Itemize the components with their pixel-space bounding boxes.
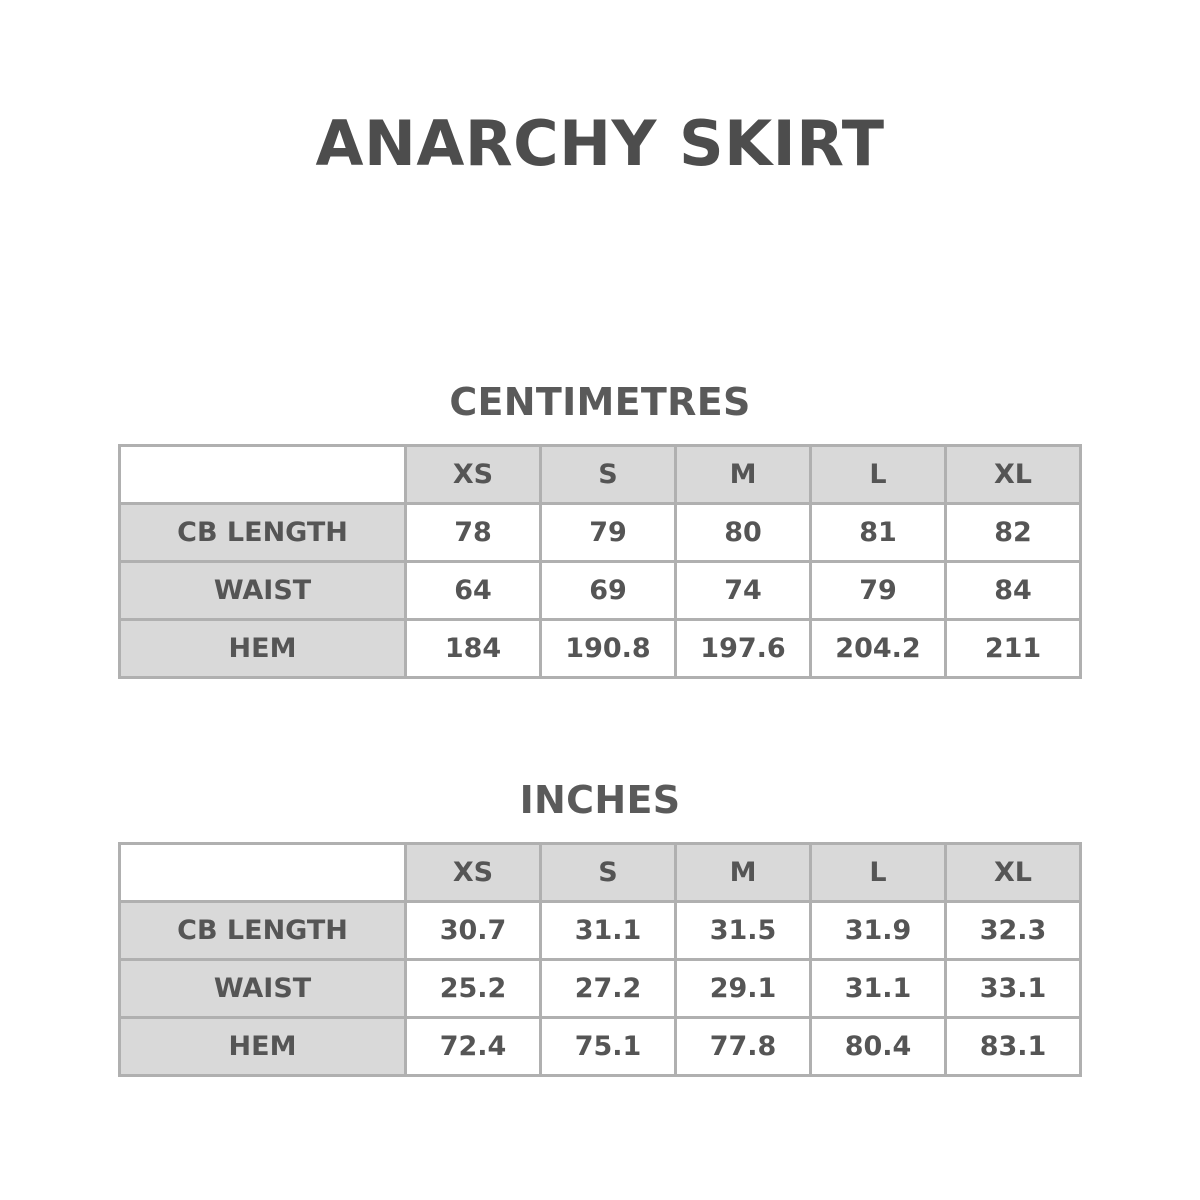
- size-header-s: S: [541, 446, 676, 504]
- table-cell: 31.9: [811, 902, 946, 960]
- table-corner-cell: [120, 844, 406, 902]
- size-header-m: M: [676, 446, 811, 504]
- inches-table: [118, 842, 1082, 1077]
- table-cell: 79: [541, 504, 676, 562]
- table-row: [120, 562, 1081, 620]
- table-cell: 72.4: [406, 1018, 541, 1076]
- table-cell: 31.5: [676, 902, 811, 960]
- row-label-waist: WAIST: [120, 960, 406, 1018]
- table-cell: 81: [811, 504, 946, 562]
- table-cell: 77.8: [676, 1018, 811, 1076]
- table-cell: 84: [946, 562, 1081, 620]
- table-cell: 29.1: [676, 960, 811, 1018]
- table-cell: 204.2: [811, 620, 946, 678]
- table-cell: 30.7: [406, 902, 541, 960]
- table-cell: 75.1: [541, 1018, 676, 1076]
- table-cell: 80: [676, 504, 811, 562]
- table-corner-cell: [120, 446, 406, 504]
- size-header-l: L: [811, 844, 946, 902]
- table-cell: 82: [946, 504, 1081, 562]
- table-cell: 69: [541, 562, 676, 620]
- table-row: [120, 960, 1081, 1018]
- table-cell: 83.1: [946, 1018, 1081, 1076]
- table-row: [120, 620, 1081, 678]
- row-label-hem: HEM: [120, 620, 406, 678]
- centimetres-heading: CENTIMETRES: [449, 380, 751, 424]
- size-header-m: M: [676, 844, 811, 902]
- table-cell: 32.3: [946, 902, 1081, 960]
- table-cell: 33.1: [946, 960, 1081, 1018]
- table-cell: 79: [811, 562, 946, 620]
- table-cell: 74: [676, 562, 811, 620]
- table-cell: 190.8: [541, 620, 676, 678]
- table-cell: 197.6: [676, 620, 811, 678]
- table-header-row: [120, 844, 1081, 902]
- size-header-xl: XL: [946, 446, 1081, 504]
- size-header-xs: XS: [406, 844, 541, 902]
- table-cell: 64: [406, 562, 541, 620]
- table-row: [120, 1018, 1081, 1076]
- table-cell: 78: [406, 504, 541, 562]
- inches-heading: INCHES: [519, 778, 681, 822]
- row-label-cb-length: CB LENGTH: [120, 902, 406, 960]
- table-cell: 184: [406, 620, 541, 678]
- table-header-row: [120, 446, 1081, 504]
- table-row: [120, 902, 1081, 960]
- centimetres-table: [118, 444, 1082, 679]
- table-cell: 27.2: [541, 960, 676, 1018]
- table-cell: 31.1: [541, 902, 676, 960]
- table-cell: 80.4: [811, 1018, 946, 1076]
- row-label-waist: WAIST: [120, 562, 406, 620]
- table-row: [120, 504, 1081, 562]
- table-cell: 25.2: [406, 960, 541, 1018]
- size-header-l: L: [811, 446, 946, 504]
- size-header-xs: XS: [406, 446, 541, 504]
- size-header-s: S: [541, 844, 676, 902]
- table-cell: 31.1: [811, 960, 946, 1018]
- row-label-hem: HEM: [120, 1018, 406, 1076]
- page-title: ANARCHY SKIRT: [315, 107, 885, 180]
- size-header-xl: XL: [946, 844, 1081, 902]
- row-label-cb-length: CB LENGTH: [120, 504, 406, 562]
- table-cell: 211: [946, 620, 1081, 678]
